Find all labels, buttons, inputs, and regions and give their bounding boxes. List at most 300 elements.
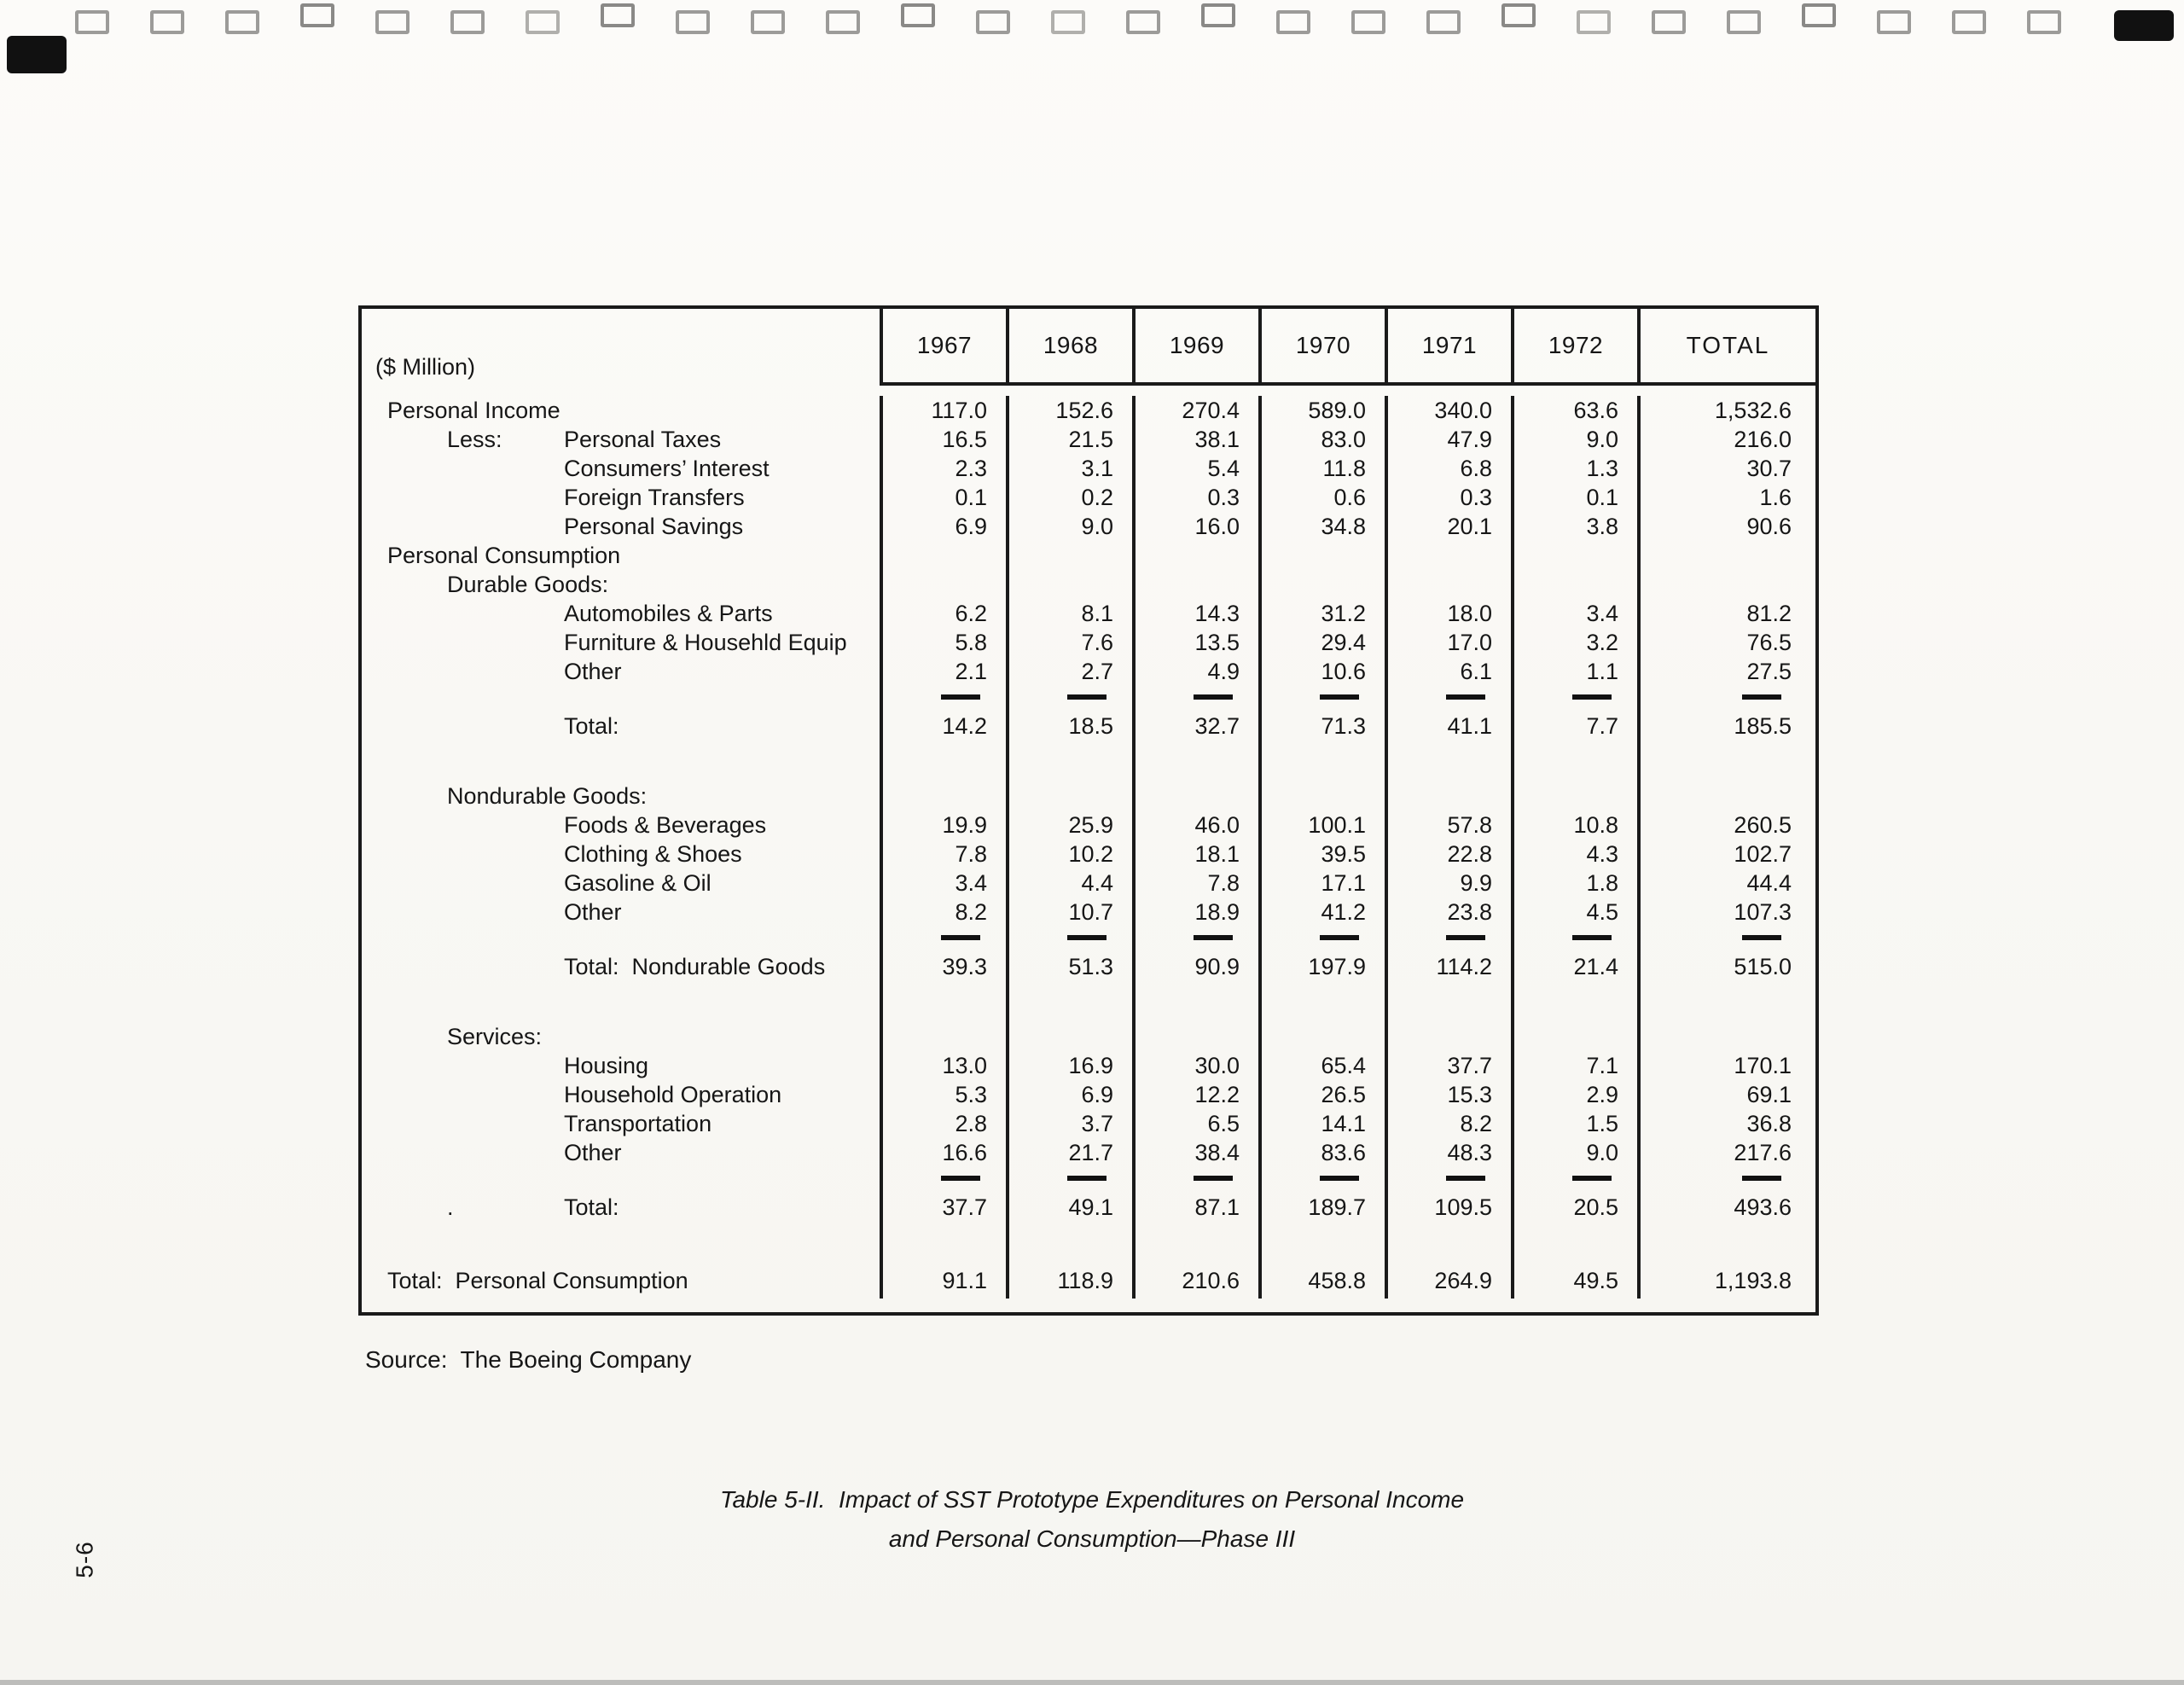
row-label-cell bbox=[362, 599, 880, 628]
cell-1971 bbox=[1385, 1051, 1511, 1080]
cell-value: 18.1 bbox=[1194, 840, 1240, 867]
cell-1968 bbox=[1006, 1051, 1132, 1080]
row-label-cell bbox=[362, 708, 880, 744]
cell-1969 bbox=[1132, 483, 1258, 512]
cell-1970 bbox=[1258, 1109, 1385, 1138]
film-sprocket-mark bbox=[751, 10, 785, 34]
cell-1971 bbox=[1385, 1080, 1511, 1109]
cell-1968 bbox=[1006, 570, 1132, 599]
cell-total bbox=[1637, 898, 1815, 927]
table-row bbox=[362, 1080, 1815, 1109]
table-row bbox=[362, 1263, 1815, 1299]
cell-value: 23.8 bbox=[1447, 898, 1492, 925]
cell-total bbox=[1637, 1263, 1815, 1299]
cell-1969 bbox=[1132, 1051, 1258, 1080]
cell-value: 10.2 bbox=[1068, 840, 1113, 867]
film-sprocket-mark bbox=[75, 10, 109, 34]
scan-edge bbox=[0, 1680, 2184, 1685]
cell-1970 bbox=[1258, 927, 1385, 949]
cell-value: 34.8 bbox=[1321, 513, 1366, 539]
cell-1967 bbox=[880, 1138, 1006, 1167]
cell-value: 22.8 bbox=[1447, 840, 1492, 867]
cell-1970 bbox=[1258, 541, 1385, 570]
cell-value: 0.3 bbox=[1460, 484, 1492, 510]
cell-1967 bbox=[880, 1189, 1006, 1225]
cell-value: 9.0 bbox=[1586, 1139, 1618, 1165]
cell-value: 25.9 bbox=[1068, 811, 1113, 838]
cell-value: 18.5 bbox=[1068, 712, 1113, 739]
sum-rule bbox=[1067, 1176, 1107, 1181]
sum-rule bbox=[1320, 694, 1359, 700]
cell-1971 bbox=[1385, 1022, 1511, 1051]
cell-1969 bbox=[1132, 1022, 1258, 1051]
cell-value: 7.8 bbox=[955, 840, 987, 867]
cell-1971 bbox=[1385, 1263, 1511, 1299]
cell-value: 30.0 bbox=[1194, 1052, 1240, 1078]
cell-1967 bbox=[880, 1225, 1006, 1263]
cell-value: 3.7 bbox=[1081, 1110, 1113, 1136]
cell-value: 1.8 bbox=[1586, 869, 1618, 896]
film-sprocket-mark bbox=[1652, 10, 1686, 34]
table-row bbox=[362, 570, 1815, 599]
cell-value: 4.9 bbox=[1207, 658, 1240, 684]
cell-total bbox=[1637, 628, 1815, 657]
table-row bbox=[362, 869, 1815, 898]
cell-total bbox=[1637, 1167, 1815, 1189]
cell-1967 bbox=[880, 454, 1006, 483]
cell-1969 bbox=[1132, 657, 1258, 686]
table-row bbox=[362, 744, 1815, 781]
unit-label: ($ Million) bbox=[375, 354, 476, 380]
cell-1970 bbox=[1258, 628, 1385, 657]
cell-1970 bbox=[1258, 570, 1385, 599]
sum-rule bbox=[1572, 1176, 1612, 1181]
cell-1970 bbox=[1258, 744, 1385, 781]
cell-value: 2.3 bbox=[955, 455, 987, 481]
cell-1967 bbox=[880, 657, 1006, 686]
film-sprocket-mark bbox=[901, 3, 935, 27]
column-header-label: 1971 bbox=[1421, 332, 1478, 358]
cell-1968 bbox=[1006, 541, 1132, 570]
cell-total bbox=[1637, 781, 1815, 811]
cell-value: 44.4 bbox=[1746, 869, 1792, 896]
row-label-cell bbox=[362, 744, 880, 781]
column-header-1972 bbox=[1511, 309, 1637, 386]
cell-value: 2.7 bbox=[1081, 658, 1113, 684]
cell-value: 46.0 bbox=[1194, 811, 1240, 838]
sum-rule bbox=[1572, 935, 1612, 940]
cell-1972 bbox=[1511, 425, 1637, 454]
cell-1970 bbox=[1258, 1080, 1385, 1109]
row-label: Automobiles & Parts bbox=[564, 600, 773, 626]
row-label: Personal Income bbox=[387, 397, 561, 423]
cell-total bbox=[1637, 686, 1815, 708]
cell-1967 bbox=[880, 708, 1006, 744]
film-sprocket-mark bbox=[2027, 10, 2061, 34]
cell-value: 0.1 bbox=[955, 484, 987, 510]
sum-rule bbox=[1446, 1176, 1485, 1181]
cell-1972 bbox=[1511, 949, 1637, 985]
cell-value: 14.3 bbox=[1194, 600, 1240, 626]
cell-1969 bbox=[1132, 840, 1258, 869]
row-label-cell bbox=[362, 396, 880, 425]
cell-value: 17.0 bbox=[1447, 629, 1492, 655]
cell-value: 2.9 bbox=[1586, 1081, 1618, 1107]
row-label-cell bbox=[362, 1109, 880, 1138]
row-label: Total: bbox=[564, 1194, 619, 1220]
cell-1969 bbox=[1132, 570, 1258, 599]
cell-value: 3.2 bbox=[1586, 629, 1618, 655]
cell-value: 5.3 bbox=[955, 1081, 987, 1107]
cell-value: 38.1 bbox=[1194, 426, 1240, 452]
column-header-label: 1967 bbox=[916, 332, 973, 358]
cell-total bbox=[1637, 744, 1815, 781]
cell-value: 493.6 bbox=[1734, 1194, 1792, 1220]
cell-1969 bbox=[1132, 898, 1258, 927]
cell-1967 bbox=[880, 686, 1006, 708]
row-label: Other bbox=[564, 658, 622, 684]
row-label-lead: Less: bbox=[447, 426, 502, 452]
row-label: Household Operation bbox=[564, 1081, 782, 1107]
row-label-cell bbox=[362, 1051, 880, 1080]
cell-1972 bbox=[1511, 454, 1637, 483]
cell-1971 bbox=[1385, 898, 1511, 927]
cell-value: 3.8 bbox=[1586, 513, 1618, 539]
cell-value: 8.2 bbox=[1460, 1110, 1492, 1136]
cell-1971 bbox=[1385, 599, 1511, 628]
cell-value: 81.2 bbox=[1746, 600, 1792, 626]
cell-value: 4.3 bbox=[1586, 840, 1618, 867]
table-row bbox=[362, 1022, 1815, 1051]
cell-1968 bbox=[1006, 396, 1132, 425]
table-row bbox=[362, 396, 1815, 425]
cell-1970 bbox=[1258, 949, 1385, 985]
cell-1971 bbox=[1385, 1109, 1511, 1138]
cell-1969 bbox=[1132, 708, 1258, 744]
sum-rule bbox=[1194, 1176, 1233, 1181]
table-row bbox=[362, 657, 1815, 686]
table-row bbox=[362, 781, 1815, 811]
cell-value: 260.5 bbox=[1734, 811, 1792, 838]
sum-rule bbox=[1742, 1176, 1781, 1181]
cell-1969 bbox=[1132, 686, 1258, 708]
cell-value: 71.3 bbox=[1321, 712, 1366, 739]
film-sprocket-mark bbox=[601, 3, 635, 27]
cell-1968 bbox=[1006, 454, 1132, 483]
cell-1972 bbox=[1511, 1109, 1637, 1138]
cell-1968 bbox=[1006, 1109, 1132, 1138]
cell-1967 bbox=[880, 396, 1006, 425]
row-label-cell bbox=[362, 483, 880, 512]
cell-value: 197.9 bbox=[1308, 953, 1366, 979]
cell-1968 bbox=[1006, 898, 1132, 927]
cell-value: 76.5 bbox=[1746, 629, 1792, 655]
cell-value: 19.9 bbox=[942, 811, 987, 838]
table-row bbox=[362, 599, 1815, 628]
cell-1970 bbox=[1258, 1225, 1385, 1263]
cell-1971 bbox=[1385, 512, 1511, 541]
cell-value: 264.9 bbox=[1434, 1267, 1492, 1293]
cell-1972 bbox=[1511, 686, 1637, 708]
row-label-cell bbox=[362, 869, 880, 898]
cell-total bbox=[1637, 840, 1815, 869]
row-label-cell bbox=[362, 927, 880, 949]
cell-value: 118.9 bbox=[1057, 1267, 1113, 1293]
cell-value: 4.5 bbox=[1586, 898, 1618, 925]
film-sprocket-mark bbox=[450, 10, 485, 34]
cell-value: 458.8 bbox=[1308, 1267, 1366, 1293]
cell-value: 48.3 bbox=[1447, 1139, 1492, 1165]
cell-value: 49.5 bbox=[1573, 1267, 1618, 1293]
cell-1967 bbox=[880, 985, 1006, 1022]
table-row bbox=[362, 811, 1815, 840]
cell-1969 bbox=[1132, 512, 1258, 541]
cell-value: 27.5 bbox=[1746, 658, 1792, 684]
film-edge-marks bbox=[75, 10, 2061, 34]
cell-value: 216.0 bbox=[1734, 426, 1792, 452]
cell-value: 515.0 bbox=[1734, 953, 1792, 979]
cell-1972 bbox=[1511, 512, 1637, 541]
cell-total bbox=[1637, 541, 1815, 570]
cell-total bbox=[1637, 657, 1815, 686]
cell-1970 bbox=[1258, 425, 1385, 454]
cell-1969 bbox=[1132, 425, 1258, 454]
row-label: Total: bbox=[564, 712, 619, 739]
cell-1970 bbox=[1258, 396, 1385, 425]
cell-1972 bbox=[1511, 811, 1637, 840]
cell-value: 189.7 bbox=[1308, 1194, 1366, 1220]
cell-1972 bbox=[1511, 840, 1637, 869]
cell-1967 bbox=[880, 599, 1006, 628]
cell-value: 0.3 bbox=[1207, 484, 1240, 510]
cell-value: 117.0 bbox=[931, 397, 987, 423]
cell-1971 bbox=[1385, 949, 1511, 985]
cell-total bbox=[1637, 512, 1815, 541]
cell-value: 18.0 bbox=[1447, 600, 1492, 626]
row-label: Personal Consumption bbox=[387, 542, 621, 568]
cell-1970 bbox=[1258, 512, 1385, 541]
row-label-cell bbox=[362, 781, 880, 811]
cell-1970 bbox=[1258, 1051, 1385, 1080]
cell-value: 7.6 bbox=[1081, 629, 1113, 655]
row-label: Personal Taxes bbox=[564, 426, 722, 452]
cell-value: 14.1 bbox=[1321, 1110, 1366, 1136]
row-label-cell bbox=[362, 1080, 880, 1109]
sum-rule bbox=[1067, 935, 1107, 940]
cell-1967 bbox=[880, 512, 1006, 541]
cell-value: 270.4 bbox=[1182, 397, 1240, 423]
cell-1967 bbox=[880, 927, 1006, 949]
cell-1971 bbox=[1385, 1138, 1511, 1167]
cell-value: 152.6 bbox=[1055, 397, 1113, 423]
table-row bbox=[362, 985, 1815, 1022]
cell-1971 bbox=[1385, 396, 1511, 425]
cell-1971 bbox=[1385, 840, 1511, 869]
cell-value: 1.3 bbox=[1586, 455, 1618, 481]
cell-value: 20.1 bbox=[1447, 513, 1492, 539]
cell-1969 bbox=[1132, 927, 1258, 949]
cell-value: 15.3 bbox=[1447, 1081, 1492, 1107]
row-label-cell bbox=[362, 811, 880, 840]
sum-rule bbox=[1742, 694, 1781, 700]
cell-1969 bbox=[1132, 811, 1258, 840]
row-label-cell bbox=[362, 840, 880, 869]
cell-1971 bbox=[1385, 1225, 1511, 1263]
cell-total bbox=[1637, 454, 1815, 483]
cell-value: 39.5 bbox=[1321, 840, 1366, 867]
table-row bbox=[362, 1189, 1815, 1225]
cell-1968 bbox=[1006, 1167, 1132, 1189]
cell-value: 17.1 bbox=[1321, 869, 1366, 896]
table-row bbox=[362, 686, 1815, 708]
table-row bbox=[362, 483, 1815, 512]
cell-value: 11.8 bbox=[1322, 455, 1366, 481]
cell-value: 36.8 bbox=[1746, 1110, 1792, 1136]
sum-rule bbox=[1320, 935, 1359, 940]
film-sprocket-mark bbox=[1877, 10, 1911, 34]
row-label: Nondurable Goods: bbox=[447, 782, 648, 809]
row-label-cell bbox=[362, 1167, 880, 1189]
cell-1969 bbox=[1132, 454, 1258, 483]
cell-1967 bbox=[880, 1167, 1006, 1189]
cell-1968 bbox=[1006, 483, 1132, 512]
column-header-1970 bbox=[1258, 309, 1385, 386]
cell-total bbox=[1637, 1225, 1815, 1263]
cell-1967 bbox=[880, 1080, 1006, 1109]
table-row bbox=[362, 1167, 1815, 1189]
film-sprocket-mark bbox=[375, 10, 410, 34]
row-label: Foods & Beverages bbox=[564, 811, 767, 838]
column-header-label: 1968 bbox=[1043, 332, 1099, 358]
cell-1972 bbox=[1511, 1051, 1637, 1080]
cell-value: 16.6 bbox=[942, 1139, 987, 1165]
table-row bbox=[362, 927, 1815, 949]
cell-value: 7.8 bbox=[1207, 869, 1240, 896]
cell-1972 bbox=[1511, 1263, 1637, 1299]
cell-value: 6.8 bbox=[1460, 455, 1492, 481]
cell-total bbox=[1637, 708, 1815, 744]
row-label-cell bbox=[362, 1189, 880, 1225]
row-label: Personal Savings bbox=[564, 513, 744, 539]
cell-total bbox=[1637, 425, 1815, 454]
cell-value: 170.1 bbox=[1734, 1052, 1792, 1078]
row-label-cell bbox=[362, 425, 880, 454]
cell-value: 16.9 bbox=[1068, 1052, 1113, 1078]
cell-value: 9.9 bbox=[1460, 869, 1492, 896]
cell-value: 41.1 bbox=[1447, 712, 1492, 739]
cell-1972 bbox=[1511, 1189, 1637, 1225]
cell-value: 37.7 bbox=[942, 1194, 987, 1220]
cell-1969 bbox=[1132, 1263, 1258, 1299]
film-sprocket-mark bbox=[1426, 10, 1461, 34]
cell-1968 bbox=[1006, 628, 1132, 657]
cell-1971 bbox=[1385, 686, 1511, 708]
cell-value: 3.1 bbox=[1081, 455, 1113, 481]
cell-1971 bbox=[1385, 628, 1511, 657]
cell-1968 bbox=[1006, 1138, 1132, 1167]
row-label: Total: Personal Consumption bbox=[387, 1267, 688, 1293]
cell-value: 6.1 bbox=[1460, 658, 1492, 684]
sum-rule bbox=[941, 1176, 980, 1181]
cell-value: 3.4 bbox=[1586, 600, 1618, 626]
cell-1970 bbox=[1258, 1263, 1385, 1299]
cell-value: 5.4 bbox=[1207, 455, 1240, 481]
cell-1972 bbox=[1511, 599, 1637, 628]
film-sprocket-mark bbox=[1727, 10, 1761, 34]
cell-1971 bbox=[1385, 570, 1511, 599]
source-note: Source: The Boeing Company bbox=[365, 1346, 692, 1373]
cell-1968 bbox=[1006, 985, 1132, 1022]
cell-value: 2.1 bbox=[955, 658, 987, 684]
cell-value: 14.2 bbox=[942, 712, 987, 739]
cell-1968 bbox=[1006, 657, 1132, 686]
cell-1970 bbox=[1258, 686, 1385, 708]
cell-1967 bbox=[880, 628, 1006, 657]
cell-1972 bbox=[1511, 1080, 1637, 1109]
cell-value: 21.7 bbox=[1068, 1139, 1113, 1165]
cell-value: 91.1 bbox=[942, 1267, 987, 1293]
row-label: Services: bbox=[447, 1023, 543, 1049]
cell-value: 32.7 bbox=[1194, 712, 1240, 739]
cell-value: 9.0 bbox=[1586, 426, 1618, 452]
cell-1970 bbox=[1258, 869, 1385, 898]
cell-value: 7.7 bbox=[1586, 712, 1618, 739]
row-label: Other bbox=[564, 1139, 622, 1165]
film-sprocket-mark bbox=[1802, 3, 1836, 27]
cell-1971 bbox=[1385, 927, 1511, 949]
cell-value: 87.1 bbox=[1194, 1194, 1240, 1220]
cell-1969 bbox=[1132, 1080, 1258, 1109]
sum-rule bbox=[1446, 694, 1485, 700]
cell-value: 10.7 bbox=[1068, 898, 1113, 925]
cell-value: 107.3 bbox=[1734, 898, 1792, 925]
table-row bbox=[362, 1138, 1815, 1167]
cell-1968 bbox=[1006, 1225, 1132, 1263]
cell-1970 bbox=[1258, 898, 1385, 927]
cell-value: 0.2 bbox=[1081, 484, 1113, 510]
sum-rule bbox=[1572, 694, 1612, 700]
cell-1967 bbox=[880, 811, 1006, 840]
cell-1972 bbox=[1511, 1225, 1637, 1263]
cell-total bbox=[1637, 1080, 1815, 1109]
cell-value: 2.8 bbox=[955, 1110, 987, 1136]
row-label-cell bbox=[362, 1263, 880, 1299]
cell-total bbox=[1637, 949, 1815, 985]
cell-1970 bbox=[1258, 840, 1385, 869]
row-label-cell bbox=[362, 949, 880, 985]
cell-value: 13.0 bbox=[942, 1052, 987, 1078]
cell-total bbox=[1637, 1138, 1815, 1167]
cell-1970 bbox=[1258, 483, 1385, 512]
cell-1972 bbox=[1511, 898, 1637, 927]
cell-1967 bbox=[880, 1263, 1006, 1299]
cell-1967 bbox=[880, 949, 1006, 985]
cell-1971 bbox=[1385, 708, 1511, 744]
cell-value: 39.3 bbox=[942, 953, 987, 979]
cell-value: 100.1 bbox=[1308, 811, 1366, 838]
cell-1969 bbox=[1132, 1138, 1258, 1167]
cell-1969 bbox=[1132, 396, 1258, 425]
row-label: Gasoline & Oil bbox=[564, 869, 712, 896]
cell-value: 90.6 bbox=[1746, 513, 1792, 539]
sum-rule bbox=[1742, 935, 1781, 940]
cell-1971 bbox=[1385, 781, 1511, 811]
film-sprocket-mark bbox=[1126, 10, 1160, 34]
cell-1967 bbox=[880, 425, 1006, 454]
cell-1972 bbox=[1511, 708, 1637, 744]
cell-total bbox=[1637, 1022, 1815, 1051]
sum-rule bbox=[941, 935, 980, 940]
